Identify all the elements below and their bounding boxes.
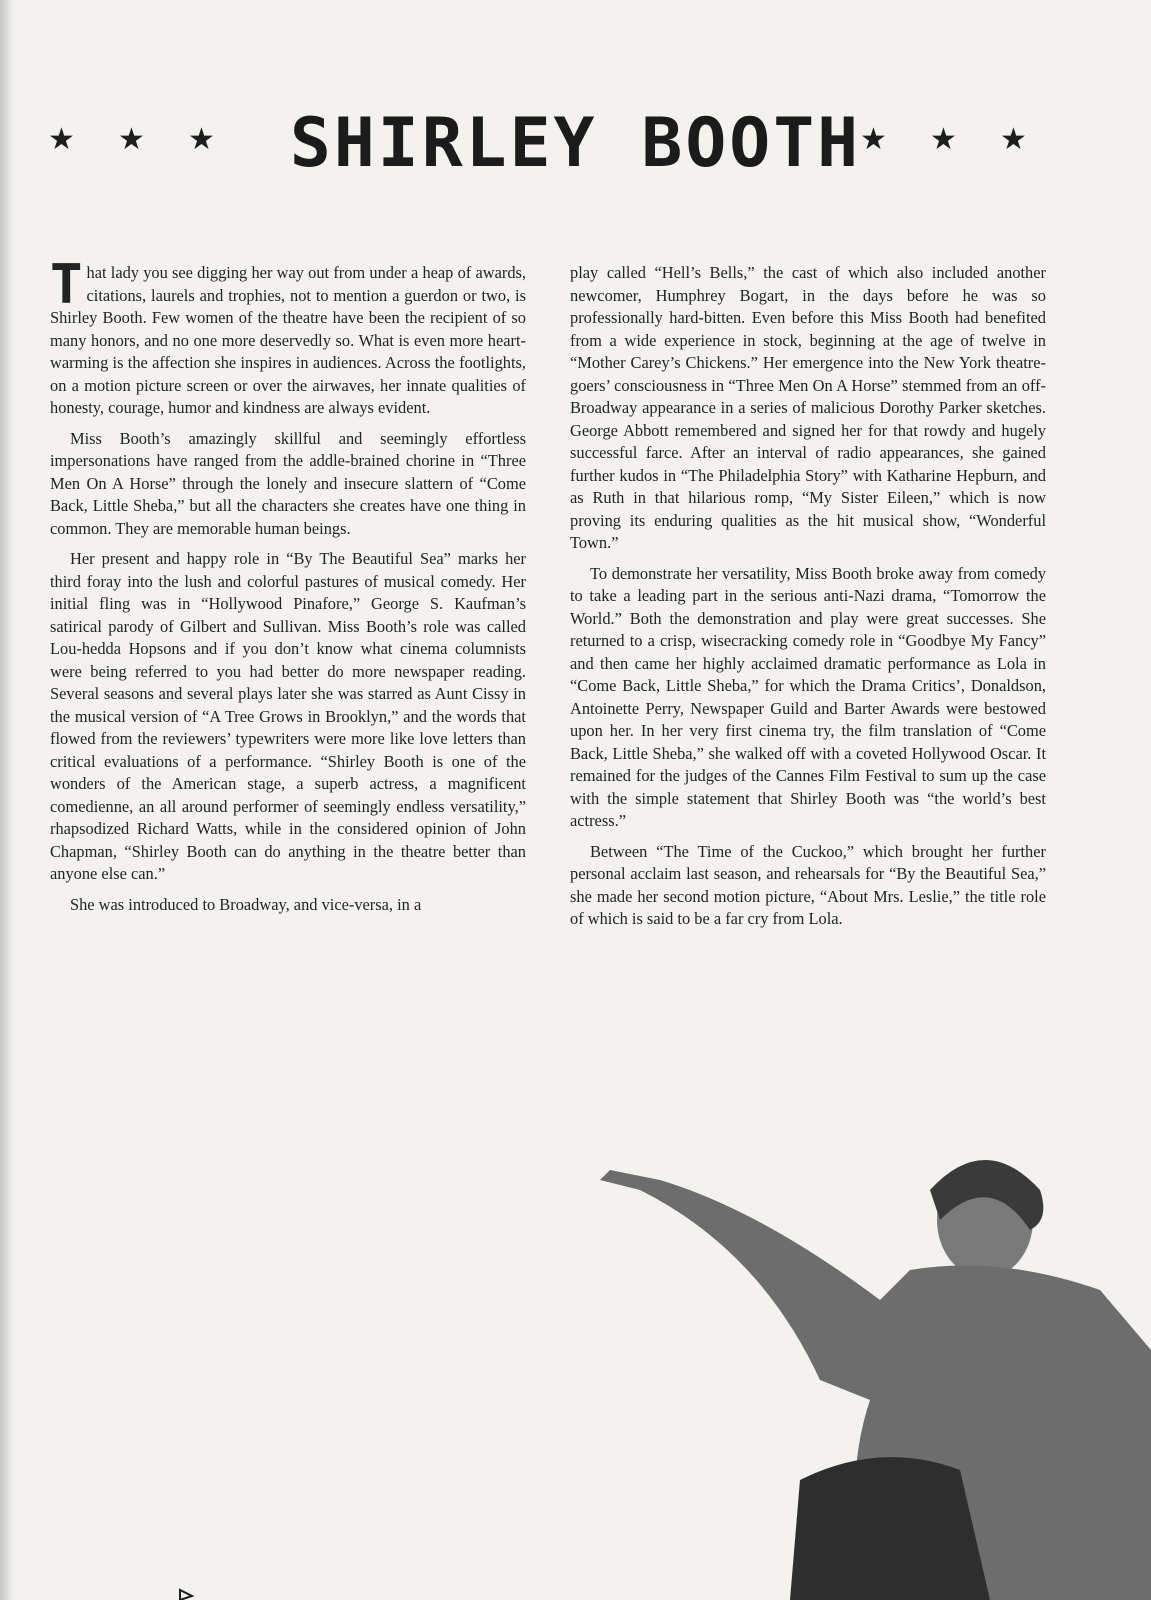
star-icon: ★ <box>860 122 887 157</box>
paragraph-1-text: hat lady you see digging her way out from under a heap of awards, citations, laurels and trophies, not to mention a guerdon or two, is Shirley Booth. Few women of the theatre have been the recipient of so many honors, and no one more deservedly so. What is even more heartwarming is the affection she inspires in audiences. Across the footlights, on a motion picture screen or over the airwaves, her innate qualities of honesty, courage, humor and kindness are always evident. <box>50 263 526 417</box>
carnival-illustration <box>0 1150 1151 1600</box>
tent-icon <box>150 1590 210 1600</box>
drop-cap: T <box>50 253 83 316</box>
article-column-left <box>50 253 526 924</box>
star-icon: ★ <box>188 122 215 157</box>
paragraph-4: She was introduced to Broadway, and vice-versa, in a <box>70 894 422 914</box>
star-icon: ★ <box>1000 122 1027 157</box>
paragraph-5: play called “Hell’s Bells,” the cast of which also included another newcomer, Humphrey Bogart, in the days before he was so professionally hard-bitten. Even before this Miss Booth had benefited from a wide experience in stock, beginning at the age of twelve in “Mother Carey’s Chickens.” Her emergence into the New York theatre-goers’ consciousness in “Three Men On A Horse” stemmed from an off-Broadway appearance in a series of malicious Dorothy Parker sketches. George Abbott remembered and signed her for that rowdy and hugely successful farce. After an interval of radio appearances, she gained further kudos in “The Philadelphia Story” with Katharine Hepburn, and as Ruth in that hilarious romp, “My Sister Eileen,” which is now proving its enduring qualities as the hit musical show, “Wonderful Town.” <box>570 263 1046 552</box>
page-title: SHIRLEY BOOTH <box>289 104 862 183</box>
paragraph-6: To demonstrate her versatility, Miss Booth broke away from comedy to take a leading part in the serious anti-Nazi drama, “Tomorrow the World.” Both the demonstration and play were great successes. She returned to a crisp, wisecracking comedy role in “Goodbye My Fancy” and then came her highly acclaimed dramatic performance as Lola in “Come Back, Little Sheba,” for which the Drama Critics’, Donaldson, Antoinette Perry, Newspaper Guild and Barter Awards were bestowed upon her. In her very first cinema try, the film translation of “Come Back, Little Sheba,” she walked off with a coveted Hollywood Oscar. It remained for the judges of the Cannes Film Festival to sum up the case with the simple statement that Shirley Booth was “the world’s best actress.” <box>570 563 1046 830</box>
paragraph-1 <box>50 253 526 420</box>
paragraph-7: Between “The Time of the Cuckoo,” which brought her further personal acclaim last season, and rehearsals for “By the Beautiful Sea,” she made her second motion picture, “About Mrs. Leslie,” the title role of which is said to be a far cry from Lola. <box>570 841 1046 928</box>
paragraph-2: Miss Booth’s amazingly skillful and seemingly effortless impersonations have ranged from the addle-brained chorine in “Three Men On A Horse” through the lonely and insecure slattern of “Come Back, Little Sheba,” but all the characters she creates have one thing in common. They are memorable human beings. <box>50 428 526 538</box>
article-column-right <box>570 262 1046 939</box>
star-icon: ★ <box>48 122 75 157</box>
star-icon: ★ <box>118 122 145 157</box>
star-icon: ★ <box>930 122 957 157</box>
title-row <box>0 105 1151 185</box>
woman-photo <box>600 1160 1151 1600</box>
paragraph-3: Her present and happy role in “By The Beautiful Sea” marks her third foray into the lush and colorful pastures of musical comedy. Her initial fling was in “Hollywood Pinafore,” George S. Kaufman’s satirical parody of Gilbert and Sullivan. Miss Booth’s role was called Lou-hedda Hopsons and if you don’t know what cinema columnists were being referred to you had better do more newspaper reading. Several seasons and several plays later she was starred as Aunt Cissy in the musical version of “A Tree Grows in Brooklyn,” and the words that flowed from the reviewers’ typewriters were more like love letters than critical evaluations of a performance. “Shirley Booth is one of the wonders of the American stage, a superb actress, a magnificent comedienne, an all around performer of seemingly endless versatility,” rhapsodized Richard Watts, while in the considered opinion of John Chapman, “Shirley Booth can do anything in the theatre better than anyone else can.” <box>50 549 526 883</box>
